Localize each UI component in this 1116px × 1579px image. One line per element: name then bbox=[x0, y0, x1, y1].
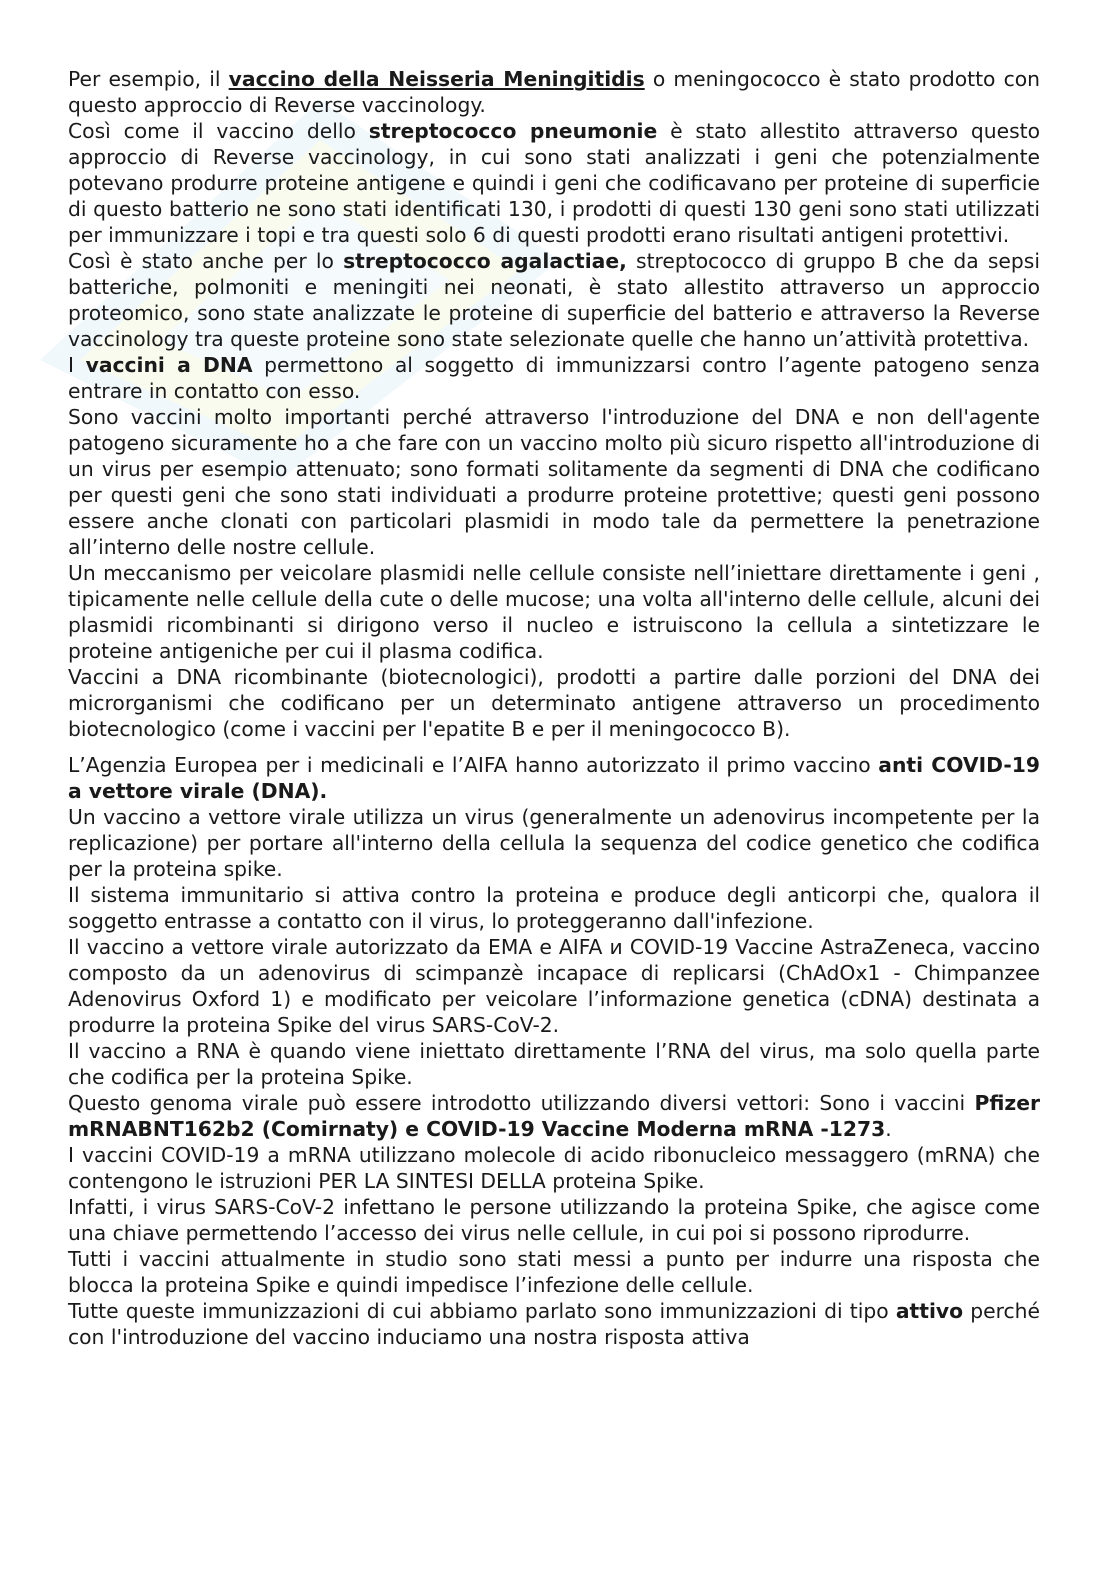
bold-text: Pfizer mRNABNT162b2 (Comirnaty) e COVID-19 Vaccine Moderna mRNA -1273 bbox=[68, 1091, 1040, 1141]
paragraph bbox=[68, 664, 1040, 742]
text-segment: Un meccanismo per veicolare plasmidi nelle cellule consiste nell’iniettare direttamente i geni , tipicamente nelle cellule della cute o delle mucose; una volta all'interno delle cellule, alcuni dei plasmidi ricombinanti si dirigono verso il nucleo e istruiscono la cellula a sintetizzare le proteine antigeniche per cui il plasma codifica. bbox=[68, 561, 1040, 663]
paragraph bbox=[68, 352, 1040, 404]
paragraph bbox=[68, 804, 1040, 882]
paragraph bbox=[68, 1246, 1040, 1298]
text-segment: o meningococco è stato prodotto con questo approccio di Reverse vaccinology. bbox=[68, 67, 1041, 117]
text-segment: Così come il vaccino dello bbox=[68, 119, 369, 143]
paragraph bbox=[68, 1142, 1040, 1194]
paragraph bbox=[68, 404, 1040, 560]
text-segment: Il sistema immunitario si attiva contro la proteina e produce degli anticorpi che, qualora il soggetto entrasse a contatto con il virus, lo proteggeranno dall'infezione. bbox=[68, 883, 1040, 933]
text-segment: streptococco di gruppo B che da sepsi batteriche, polmoniti e meningiti nei neonati, è stato allestito attraverso un approccio proteomico, sono state analizzate le proteine di superficie del batterio e attraverso la Reverse vaccinology tra queste proteine sono state selezionate quelle che hanno un’attività protettiva. bbox=[68, 249, 1040, 351]
bold-text: anti COVID-19 a vettore virale (DNA). bbox=[68, 753, 1040, 803]
paragraph bbox=[68, 934, 1040, 1038]
paragraph bbox=[68, 1090, 1040, 1142]
text-segment: Per esempio, il bbox=[68, 67, 229, 91]
bold-text bbox=[229, 67, 645, 91]
text-segment: Sono vaccini molto importanti perché attraverso l'introduzione del DNA e non dell'agente patogeno sicuramente ho a che fare con un vaccino molto più sicuro rispetto all'introduzione di un virus per esempio attenuato; sono formati solitamente da segmenti di DNA che codificano per questi geni che sono stati individuati a produrre proteine protettive; questi geni possono essere anche clonati con particolari plasmidi in modo tale da permettere la penetrazione all’interno delle nostre cellule. bbox=[68, 405, 1040, 559]
text-segment: Il vaccino a vettore virale autorizzato da EMA e AIFA и COVID-19 Vaccine AstraZeneca, vaccino composto da un adenovirus di scimpanzè incapace di replicarsi (ChAdOx1 - Chimpanzee Adenovirus Oxford 1) e modificato per veicolare l’informazione genetica (cDNA) destinata a produrre la proteina Spike del virus SARS-CoV-2. bbox=[68, 935, 1040, 1037]
text-segment: L’Agenzia Europea per i medicinali e l’AIFA hanno autorizzato il primo vaccino bbox=[68, 753, 879, 777]
text-segment: Tutte queste immunizzazioni di cui abbiamo parlato sono immunizzazioni di tipo bbox=[68, 1299, 896, 1323]
underlined-text: vaccino della Neisseria Meningitidis bbox=[228, 67, 645, 91]
text-segment: permettono al soggetto di immunizzarsi contro l’agente patogeno senza entrare in contatto con esso. bbox=[68, 353, 1040, 403]
paragraph bbox=[68, 752, 1040, 804]
paragraph bbox=[68, 248, 1040, 352]
bold-text: vaccini a DNA bbox=[85, 353, 253, 377]
document-page bbox=[68, 66, 1040, 1350]
bold-text: streptococco pneumonie bbox=[368, 119, 658, 143]
text-segment: perché con l'introduzione del vaccino induciamo una nostra risposta attiva bbox=[68, 1299, 1040, 1349]
bold-text: attivo bbox=[895, 1299, 964, 1323]
text-segment: Questo genoma virale può essere introdotto utilizzando diversi vettori: Sono i vaccini bbox=[68, 1091, 975, 1115]
text-segment: I vaccini COVID-19 a mRNA utilizzano molecole di acido ribonucleico messaggero (mRNA) che contengono le istruzioni PER LA SINTESI DELLA proteina Spike. bbox=[68, 1143, 1040, 1193]
paragraph bbox=[68, 1298, 1040, 1350]
paragraph bbox=[68, 118, 1040, 248]
paragraph bbox=[68, 560, 1040, 664]
text-segment: Un vaccino a vettore virale utilizza un virus (generalmente un adenovirus incompetente per la replicazione) per portare all'interno della cellula la sequenza del codice genetico che codifica per la proteina spike. bbox=[68, 805, 1040, 881]
text-segment: I bbox=[68, 353, 86, 377]
text-segment: è stato allestito attraverso questo approccio di Reverse vaccinology, in cui sono stati analizzati i geni che potenzialmente potevano produrre proteine antigene e quindi i geni che codificavano per proteine di superficie di questo batterio ne sono stati identificati 130, i prodotti di questi 130 geni sono stati utilizzati per immunizzare i topi e tra questi solo 6 di questi prodotti erano risultati antigeni protettivi. bbox=[68, 119, 1040, 247]
paragraph bbox=[68, 1194, 1040, 1246]
paragraph bbox=[68, 882, 1040, 934]
paragraph bbox=[68, 66, 1040, 118]
text-segment: Tutti i vaccini attualmente in studio sono stati messi a punto per indurre una risposta che blocca la proteina Spike e quindi impedisce l’infezione delle cellule. bbox=[68, 1247, 1040, 1297]
text-segment: Così è stato anche per lo bbox=[68, 249, 344, 273]
bold-text: streptococco agalactiae, bbox=[343, 249, 627, 273]
text-segment: Il vaccino a RNA è quando viene iniettato direttamente l’RNA del virus, ma solo quella parte che codifica per la proteina Spike. bbox=[68, 1039, 1040, 1089]
text-segment: . bbox=[885, 1117, 892, 1141]
paragraph bbox=[68, 1038, 1040, 1090]
text-segment: Infatti, i virus SARS-CoV-2 infettano le persone utilizzando la proteina Spike, che agisce come una chiave permettendo l’accesso dei virus nelle cellule, in cui poi si possono riprodurre. bbox=[68, 1195, 1040, 1245]
text-segment: Vaccini a DNA ricombinante (biotecnologici), prodotti a partire dalle porzioni del DNA dei microrganismi che codificano per un determinato antigene attraverso un procedimento biotecnologico (come i vaccini per l'epatite B e per il meningococco B). bbox=[68, 665, 1040, 741]
